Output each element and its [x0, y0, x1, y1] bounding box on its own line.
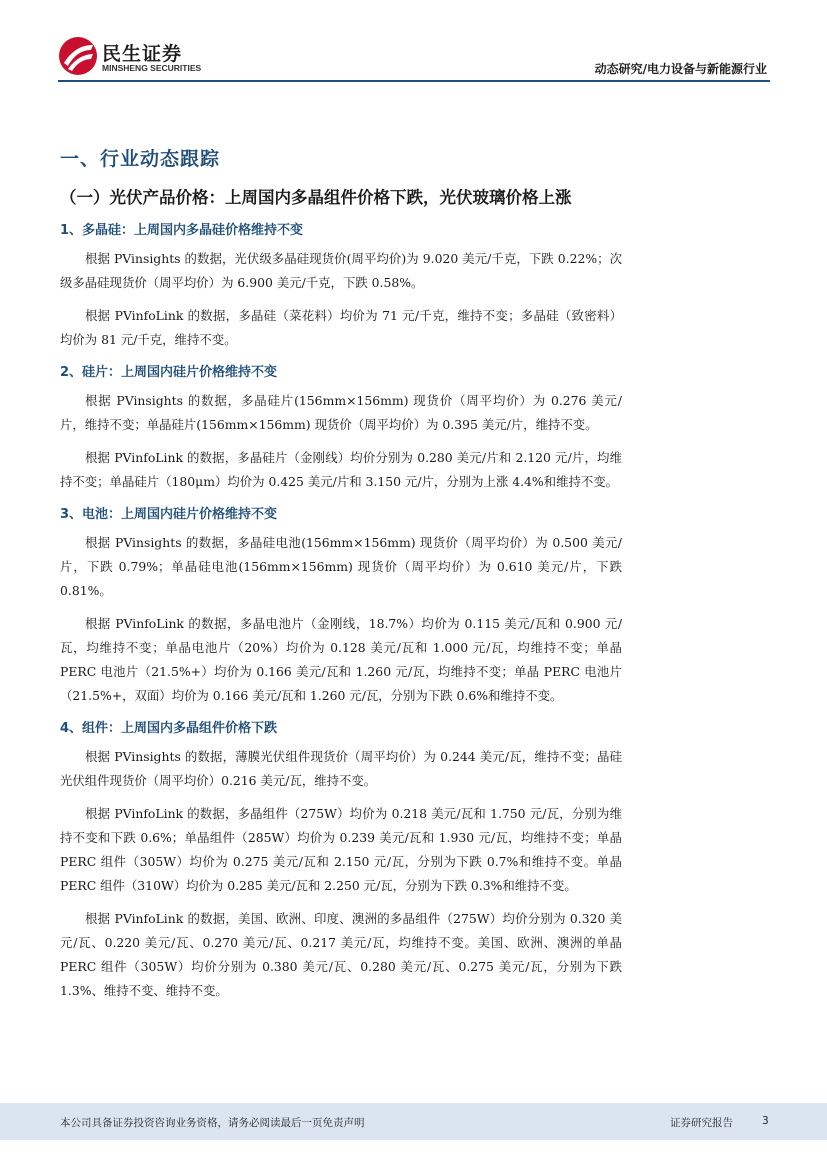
section-module	[60, 717, 622, 1003]
page-number: 3	[762, 1115, 769, 1127]
item-heading: 3、电池：上周国内硅片价格维持不变	[60, 507, 278, 522]
header-divider	[58, 80, 770, 82]
page-header	[0, 0, 827, 86]
section-cell	[60, 503, 622, 708]
paragraph: 根据 PVinsights 的数据，薄膜光伏组件现货价（周平均价）为 0.244 美元/瓦，维持不变；晶硅光伏组件现货价（周平均价）0.216 美元/瓦，维持不变。	[60, 749, 622, 788]
subsection-title: （一）光伏产品价格：上周国内多晶组件价格下跌，光伏玻璃价格上涨	[60, 188, 572, 207]
company-logo	[58, 36, 208, 80]
footer-disclaimer: 本公司具备证券投资咨询业务资格，请务必阅读最后一页免责声明	[60, 1117, 365, 1129]
paragraph: 根据 PVinfoLink 的数据，多晶组件（275W）均价为 0.218 美元/瓦和 1.750 元/瓦，分别为维持不变和下跌 0.6%；单晶组件（285W）均价为 0.239 美元/瓦和 1.930 元/瓦，均维持不变；单晶 PERC 组件（305W）均价为 0.275 美元/瓦和 2.150 元/瓦，分别为下跌 0.7%和维持不变。单晶 PERC 组件（310W）均价为 0.285 美元/瓦和 2.250 元/瓦，分别为下跌 0.3%和维持不变。	[60, 806, 622, 893]
logo-chinese-name: 民生证券	[102, 43, 183, 65]
paragraph: 根据 PVinsights 的数据，多晶硅电池(156mm×156mm) 现货价（周平均价）为 0.500 美元/片，下跌 0.79%；单晶硅电池(156mm×156mm) 现货价（周平均价）为 0.610 美元/片，下跌 0.81%。	[60, 535, 622, 598]
paragraph: 根据 PVinsights 的数据，光伏级多晶硅现货价(周平均价)为 9.020 美元/千克，下跌 0.22%；次级多晶硅现货价（周平均价）为 6.900 美元/千克，下跌 0.58%。	[60, 251, 622, 290]
report-category: 动态研究/电力设备与新能源行业	[594, 62, 767, 76]
item-heading: 1、多晶硅：上周国内多晶硅价格维持不变	[60, 223, 304, 238]
paragraph: 根据 PVinfoLink 的数据，多晶电池片（金刚线，18.7%）均价为 0.115 美元/瓦和 0.900 元/瓦，均维持不变；单晶电池片（20%）均价为 0.128 美元/瓦和 1.000 元/瓦，均维持不变；单晶 PERC 电池片（21.5%+）均价为 0.166 美元/瓦和 1.260 元/瓦，均维持不变；单晶 PERC 电池片（21.5%+，双面）均价为 0.166 美元/瓦和 1.260 元/瓦，分别为下跌 0.6%和维持不变。	[60, 616, 622, 703]
section-title: 一、行业动态跟踪	[60, 148, 221, 170]
paragraph: 根据 PVinsights 的数据，多晶硅片(156mm×156mm) 现货价（周平均价）为 0.276 美元/片，维持不变；单晶硅片(156mm×156mm) 现货价（周平均价）为 0.395 美元/片，维持不变。	[60, 393, 622, 432]
section-polysilicon	[60, 219, 622, 352]
main-content	[60, 140, 622, 1012]
item-heading: 4、组件：上周国内多晶组件价格下跌	[60, 721, 278, 736]
minsheng-logo-icon	[58, 36, 98, 76]
page-footer	[0, 1103, 827, 1140]
section-wafer	[60, 361, 622, 494]
footer-report-type: 证券研究报告	[670, 1117, 733, 1129]
item-heading: 2、硅片：上周国内硅片价格维持不变	[60, 365, 278, 380]
paragraph: 根据 PVinfoLink 的数据，美国、欧洲、印度、澳洲的多晶组件（275W）均价分别为 0.320 美元/瓦、0.220 美元/瓦、0.270 美元/瓦、0.217 美元/瓦，均维持不变。美国、欧洲、澳洲的单晶 PERC 组件（305W）均价分别为 0.380 美元/瓦、0.280 美元/瓦、0.275 美元/瓦，分别为下跌 1.3%、维持不变、维持不变。	[60, 911, 622, 998]
paragraph: 根据 PVinfoLink 的数据，多晶硅（菜花料）均价为 71 元/千克，维持不变；多晶硅（致密料）均价为 81 元/千克，维持不变。	[60, 308, 622, 347]
paragraph: 根据 PVinfoLink 的数据，多晶硅片（金刚线）均价分别为 0.280 美元/片和 2.120 元/片，均维持不变；单晶硅片（180μm）均价为 0.425 美元/片和 3.150 元/片，分别为上涨 4.4%和维持不变。	[60, 450, 622, 489]
logo-english-name: MINSHENG SECURITIES	[102, 63, 202, 73]
